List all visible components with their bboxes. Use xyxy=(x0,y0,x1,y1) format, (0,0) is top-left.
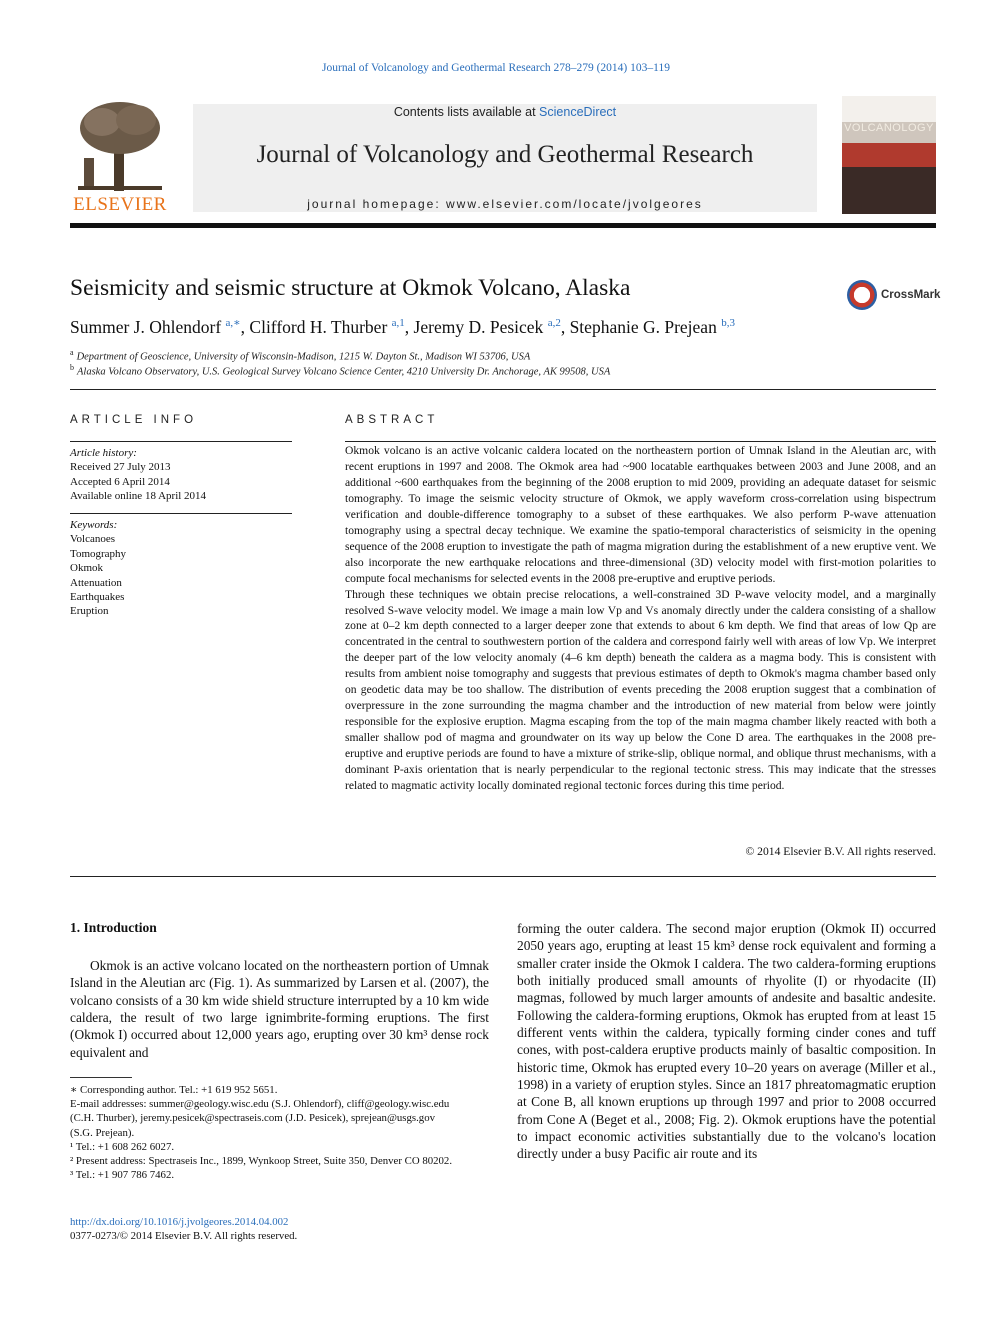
footnote-email: (S.G. Prejean). xyxy=(70,1126,135,1139)
footnote-email: (C.H. Thurber), jeremy.pesicek@spectraseis.com (J.D. Pesicek), sprejean@usgs.gov xyxy=(70,1112,435,1125)
author-affiliation-marker[interactable]: b,3 xyxy=(721,317,735,329)
keyword-item: Earthquakes xyxy=(70,591,125,604)
article-history xyxy=(70,446,292,504)
issn-line: 0377-0273/© 2014 Elsevier B.V. All rights reserved. xyxy=(70,1230,298,1243)
keyword-item: Eruption xyxy=(70,605,109,618)
footnote-2: ² Present address: Spectraseis Inc., 1899, Wynkoop Street, Suite 350, Denver CO 80202. xyxy=(70,1155,453,1168)
keyword-item: Tomography xyxy=(70,547,127,560)
intro-column-1 xyxy=(70,957,489,1061)
author-name[interactable]: Stephanie G. Prejean xyxy=(569,316,717,337)
bottom-info xyxy=(70,1215,297,1243)
abstract-bottom-rule xyxy=(70,876,936,877)
history-heading: Article history: xyxy=(70,447,137,459)
affiliation-text: Alaska Volcano Observatory, U.S. Geological Survey Volcano Science Center, 4210 University Dr. Anchorage, AK 99508, USA xyxy=(77,366,611,378)
intro-paragraph: forming the outer caldera. The second major eruption (Okmok II) occurred 2050 years ago, erupting at least 15 km³ dense rock equivalent and forming a smaller crater inside the Okmok I caldera. The two caldera-forming eruptions both initially produced small amounts of rhyolite (I) or rhyodacite (II) magmas, followed by much larger amounts of andesite and basaltic andesite. Following the caldera-forming eruptions, Okmok has erupted from at least 15 different vents within the caldera, typically forming cinder cones and tuff cones, with post-caldera eruptive products mainly of basaltic composition. In historic time, Okmok has erupted every 10–20 years on average (Miller et al., 1998) in a variety of eruption styles. Since an 1817 phreatomagmatic eruption at Cone B, all known eruptions up through 1997 and prior to 2008 occurred from Cone A (Beget et al., 2008; Fig. 2). Okmok eruptions have the potential to impact economic activities substantially due to the volcano's location directly under a busy Pacific air route and its xyxy=(517,921,936,1162)
intro-column-2 xyxy=(517,920,936,1163)
intro-paragraph: Okmok is an active volcano located on the northeastern portion of Umnak Island in the Aleutian arc (Fig. 1). As summarized by Larsen et al. (2007), the volcano consists of a 30 km wide shield structure interrupted by a 10 km wide caldera, the result of two large ignimbrite-forming eruptions. The first (Okmok I) occurred about 12,000 years ago, erupting over 30 km³ dense rock equivalent and xyxy=(70,958,489,1060)
author-name[interactable]: Summer J. Ohlendorf xyxy=(70,316,222,337)
journal-title: Journal of Volcanology and Geothermal Research xyxy=(256,141,754,168)
elsevier-wordmark: ELSEVIER xyxy=(73,194,167,215)
header-rule xyxy=(70,223,936,228)
abstract-copyright: © 2014 Elsevier B.V. All rights reserved. xyxy=(745,845,936,858)
article-info-rule xyxy=(70,441,292,442)
abstract-paragraph: Okmok volcano is an active volcanic caldera located on the northeastern portion of Umnak Island in the Aleutian arc, with recent eruptions in 1997 and 2008. The Okmok area had ~900 locatable earthquakes between 2003 and June 2008, and an additional ~600 earthquakes from the beginning of the 2008 eruption to mid 2009, providing an adequate dataset for seismic tomography. To image the seismic velocity structure of Okmok, we apply waveform cross-correlation using bispectrum verification and double-difference tomography to a subset of these earthquakes. We also perform P-wave attenuation tomography using a spectral decay technique. We examine the spatio-temporal characteristics of seismicity in the opening sequence of the 2008 eruption to investigate the path of magma migration during the establishment of a new eruptive vent. We also incorporate the new earthquake relocations and three-dimensional (3D) velocity model with first-motion polarities to compute focal mechanisms for selected events in the 2008 pre-eruptive and eruptive periods. xyxy=(345,444,936,585)
crossmark-label: CrossMark xyxy=(881,289,941,301)
tree-logo-icon xyxy=(70,96,170,196)
author-name[interactable]: Clifford H. Thurber xyxy=(249,316,388,337)
cover-title: VOLCANOLOGY xyxy=(844,122,934,134)
footnote-1: ¹ Tel.: +1 608 262 6027. xyxy=(70,1140,175,1153)
author-affiliation-marker[interactable]: a,∗ xyxy=(225,317,241,329)
keywords-heading: Keywords: xyxy=(70,519,118,531)
keyword-item: Okmok xyxy=(70,562,103,575)
keywords xyxy=(70,518,292,619)
abstract-rule xyxy=(345,441,936,442)
keywords-rule xyxy=(70,513,292,514)
crossmark-button[interactable] xyxy=(847,280,939,314)
author-separator: , xyxy=(404,316,414,337)
footnote-email: E-mail addresses: summer@geology.wisc.edu (S.J. Ohlendorf), cliff@geology.wisc.edu xyxy=(70,1098,450,1111)
history-accepted: Accepted 6 April 2014 xyxy=(70,475,170,488)
author-name[interactable]: Jeremy D. Pesicek xyxy=(413,316,544,337)
contents-prefix: Contents lists available at xyxy=(393,105,540,119)
section-heading-introduction: 1. Introduction xyxy=(70,920,157,935)
history-online: Available online 18 April 2014 xyxy=(70,490,207,503)
footnote-3: ³ Tel.: +1 907 786 7462. xyxy=(70,1169,175,1182)
footnote-rule xyxy=(70,1077,132,1078)
journal-homepage[interactable]: journal homepage: www.elsevier.com/locate/jvolgeores xyxy=(307,197,703,211)
article-info-heading: ARTICLE INFO xyxy=(70,414,198,426)
affiliation-a xyxy=(70,348,530,363)
author-affiliation-marker[interactable]: a,1 xyxy=(391,317,405,329)
affiliation-marker: b xyxy=(70,363,74,372)
author-separator: , xyxy=(560,316,570,337)
footnote-corresponding: ∗ Corresponding author. Tel.: +1 619 952 5651. xyxy=(70,1084,278,1096)
keyword-item: Attenuation xyxy=(70,576,122,589)
sciencedirect-link[interactable]: ScienceDirect xyxy=(539,105,617,119)
abstract-body xyxy=(345,443,936,794)
doi-link[interactable]: http://dx.doi.org/10.1016/j.jvolgeores.2014.04.002 xyxy=(70,1216,289,1228)
keyword-item: Volcanoes xyxy=(70,533,116,546)
abstract-heading: ABSTRACT xyxy=(345,414,439,426)
crossmark-icon xyxy=(847,280,877,310)
author-separator: , xyxy=(240,316,250,337)
affiliation-text: Department of Geoscience, University of Wisconsin-Madison, 1215 W. Dayton St., Madison WI 53706, USA xyxy=(76,351,531,363)
affiliation-rule xyxy=(70,389,936,390)
journal-cover-image xyxy=(842,96,936,214)
history-received: Received 27 July 2013 xyxy=(70,461,171,474)
journal-reference-link[interactable]: Journal of Volcanology and Geothermal Research 278–279 (2014) 103–119 xyxy=(322,62,670,74)
affiliation-b xyxy=(70,363,610,378)
affiliation-marker: a xyxy=(70,348,74,357)
author-affiliation-marker[interactable]: a,2 xyxy=(547,317,561,329)
article-title: Seismicity and seismic structure at Okmok Volcano, Alaska xyxy=(70,275,631,301)
elsevier-logo xyxy=(70,96,170,216)
abstract-paragraph: Through these techniques we obtain precise relocations, a well-constrained 3D P-wave velocity model, and a marginally resolved S-wave velocity model. We image a main low Vp and Vs anomaly directly under the caldera consisting of a shallow zone at 0–2 km depth connected to a larger deeper zone that extends to about 6 km depth. We find that areas of low Qp are concentrated in the central to southwestern portion of the caldera and correspond fairly well with areas of low Vp. We interpret the deeper part of the low velocity anomaly (4–6 km depth) beneath the caldera as a magma body. This is consistent with results from ambient noise tomography and suggests that previous estimates of depth to Okmok's magma chamber based only on geodetic data may be too shallow. The distribution of events preceding the 2008 eruption suggest that a combination of overpressure in the zone surrounding the magma chamber and the introduction of new material from below were jointly responsible for the explosive eruption. Magma escaping from the top of the main magma chamber likely reacted with both a smaller shallow pod of magma and groundwater on its way up below the Cone D area. The earthquakes in the 2008 pre-eruptive and eruptive periods are found to have a mixture of strike-slip, oblique normal, and oblique thrust mechanisms, with a dominant P-axis orientation that is nearly perpendicular to the regional tectonic stress. This may indicate that the stresses related to magmatic activity locally dominated regional tectonic forces during this time period. xyxy=(345,587,936,793)
footnotes xyxy=(70,1083,490,1182)
author-list xyxy=(70,316,735,338)
contents-line xyxy=(193,105,817,119)
